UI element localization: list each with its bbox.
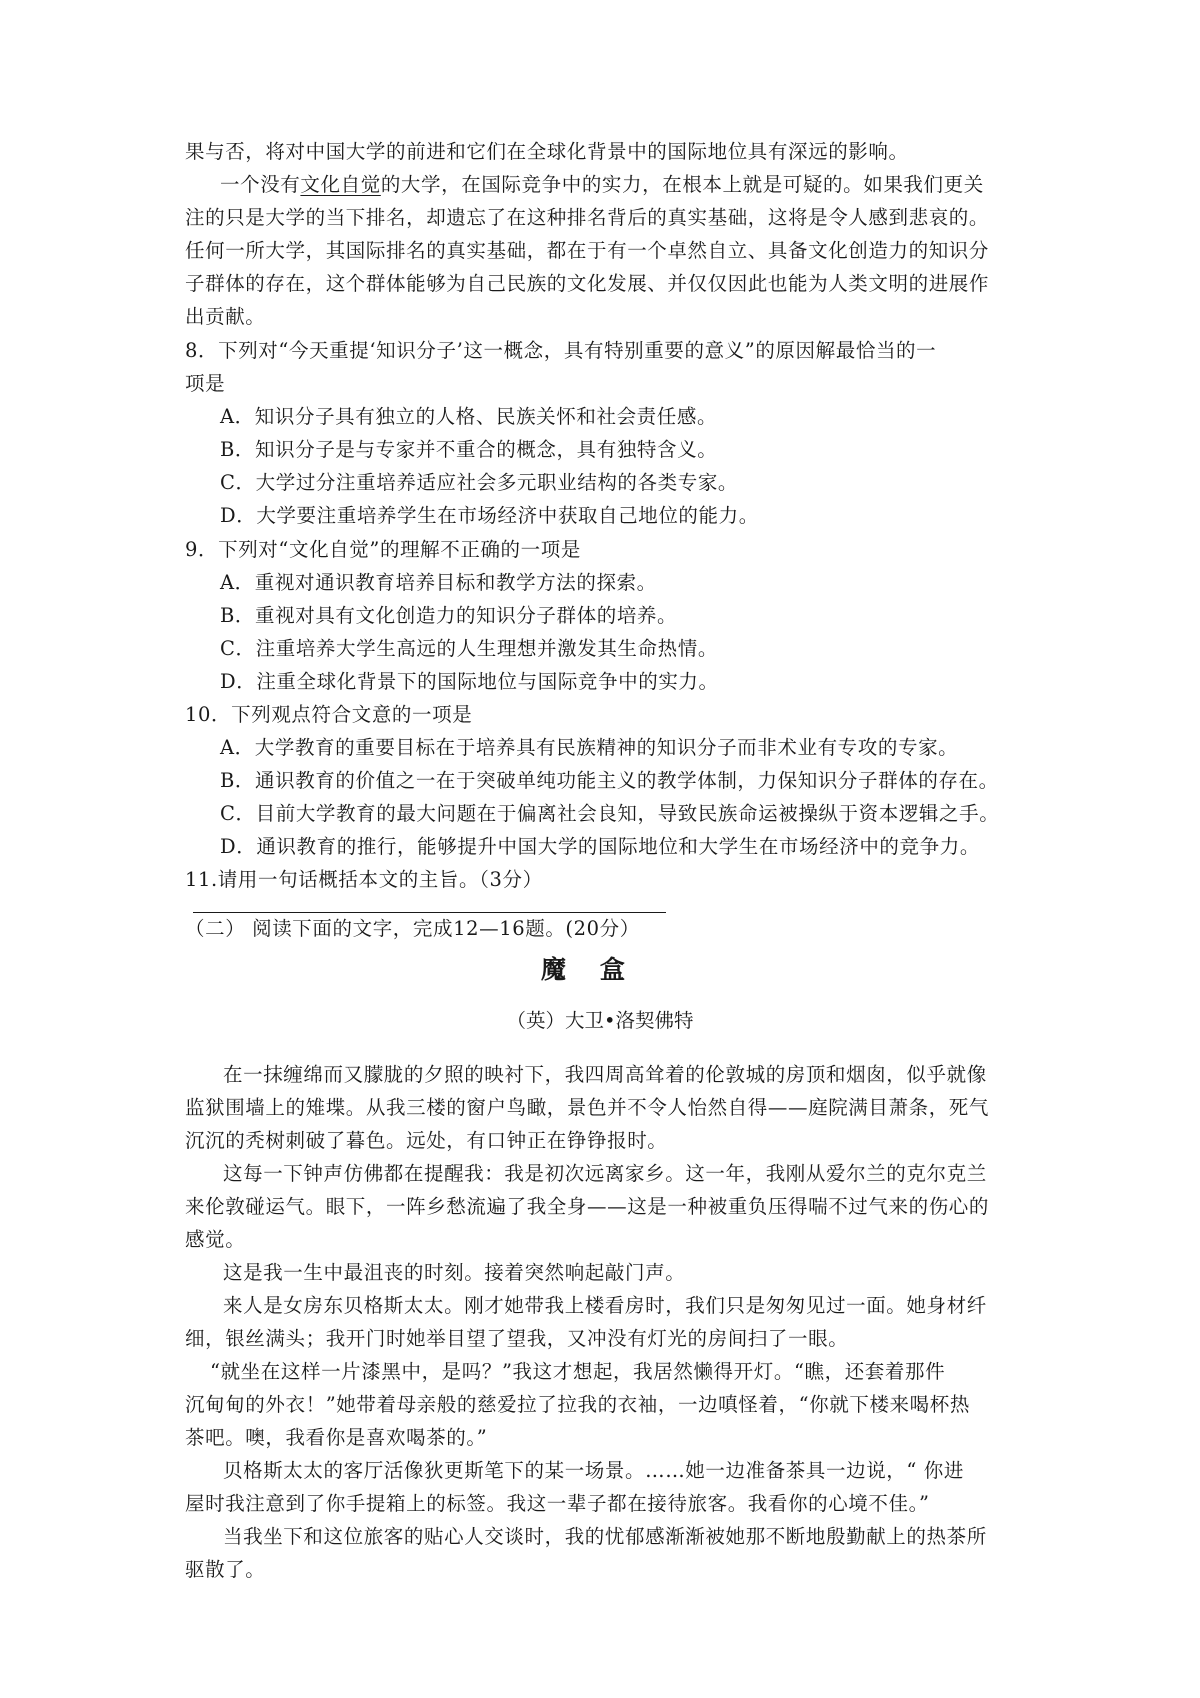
story-line: 屋时我注意到了你手提箱上的标签。我这一辈子都在接待旅客。我看你的心境不佳。” (185, 1492, 930, 1515)
story-line: “就坐在这样一片漆黑中，是吗？”我这才想起，我居然懒得开灯。“瞧，还套着那件 (210, 1360, 946, 1383)
passage-line: 任何一所大学，其国际排名的真实基础，都在于有一个卓然自立、具备文化创造力的知识分 (185, 239, 990, 262)
story-line: 沉沉的秃树刺破了暮色。远处，有口钟正在铮铮报时。 (185, 1129, 668, 1152)
story-line: 当我坐下和这位旅客的贴心人交谈时，我的忧郁感渐渐被她那不断地殷勤献上的热茶所 (223, 1525, 987, 1548)
underlined-term: 文化自觉 (300, 173, 381, 196)
question-10-stem: 10．下列观点符合文意的一项是 (185, 703, 473, 726)
story-line: 来伦敦碰运气。眼下，一阵乡愁流遍了我全身——这是一种被重负压得喘不过气来的伤心的 (185, 1195, 990, 1218)
question-9-stem: 9．下列对“文化自觉”的理解不正确的一项是 (185, 538, 581, 561)
q8-option-a: A．知识分子具有独立的人格、民族关怀和社会责任感。 (220, 405, 718, 428)
q9-option-b: B．重视对具有文化创造力的知识分子群体的培养。 (220, 604, 678, 627)
story-line: 感觉。 (185, 1228, 246, 1251)
passage-line (220, 172, 984, 198)
passage-text: 的大学，在国际竞争中的实力，在根本上就是可疑的。如果我们更关 (380, 173, 984, 196)
story-title: 魔盒 (540, 955, 659, 984)
q10-option-a: A．大学教育的重要目标在于培养具有民族精神的知识分子而非术业有专攻的专家。 (220, 736, 959, 759)
q8-option-d: D．大学要注重培养学生在市场经济中获取自己地位的能力。 (220, 504, 759, 527)
story-line: 细，银丝满头；我开门时她举目望了望我，又冲没有灯光的房间扫了一眼。 (185, 1327, 849, 1350)
q9-option-c: C．注重培养大学生高远的人生理想并激发其生命热情。 (220, 637, 718, 660)
q9-option-a: A．重视对通识教育培养目标和教学方法的探索。 (220, 571, 657, 594)
story-line: 驱散了。 (185, 1558, 266, 1581)
story-author: （英）大卫•洛契佛特 (506, 1009, 694, 1032)
question-11-stem: 11.请用一句话概括本文的主旨。（3分） (185, 868, 543, 891)
story-line: 来人是女房东贝格斯太太。刚才她带我上楼看房时，我们只是匆匆见过一面。她身材纤 (223, 1294, 987, 1317)
story-line: 在一抹缠绵而又朦胧的夕照的映衬下，我四周高耸着的伦敦城的房顶和烟囱，似乎就像 (223, 1063, 987, 1086)
section-2-heading: （二） 阅读下面的文字，完成12—16题。(20分） (185, 917, 640, 940)
question-8-stem-cont: 项是 (185, 372, 226, 395)
q9-option-d: D．注重全球化背景下的国际地位与国际竞争中的实力。 (220, 670, 719, 693)
question-8-stem: 8．下列对“今天重提‘知识分子’这一概念，具有特别重要的意义”的原因解最恰当的一 (185, 339, 937, 362)
passage-line: 果与否，将对中国大学的前进和它们在全球化背景中的国际地位具有深远的影响。 (185, 140, 909, 163)
passage-line: 子群体的存在，这个群体能够为自己民族的文化发展、并仅仅因此也能为人类文明的进展作 (185, 272, 990, 295)
passage-line: 出贡献。 (185, 305, 266, 328)
story-line: 这每一下钟声仿佛都在提醒我：我是初次远离家乡。这一年，我刚从爱尔兰的克尔克兰 (223, 1162, 987, 1185)
q10-option-b: B．通识教育的价值之一在于突破单纯功能主义的教学体制，力保知识分子群体的存在。 (220, 769, 999, 792)
q8-option-b: B．知识分子是与专家并不重合的概念，具有独特含义。 (220, 438, 718, 461)
story-line: 茶吧。噢，我看你是喜欢喝茶的。” (185, 1426, 488, 1449)
answer-line (193, 912, 666, 913)
q10-option-d: D．通识教育的推行，能够提升中国大学的国际地位和大学生在市场经济中的竞争力。 (220, 835, 980, 858)
q10-option-c: C．目前大学教育的最大问题在于偏离社会良知，导致民族命运被操纵于资本逻辑之手。 (220, 802, 1000, 825)
story-line: 监狱围墙上的雉堞。从我三楼的窗户鸟瞰，景色并不令人怡然自得——庭院满目萧条，死气 (185, 1096, 990, 1119)
passage-text: 一个没有 (220, 173, 301, 196)
story-line: 这是我一生中最沮丧的时刻。接着突然响起敲门声。 (223, 1261, 686, 1284)
story-line: 沉甸甸的外衣！”她带着母亲般的慈爱拉了拉我的衣袖，一边嗔怪着，“你就下楼来喝杯热 (185, 1393, 970, 1416)
passage-line: 注的只是大学的当下排名，却遗忘了在这种排名背后的真实基础，这将是令人感到悲哀的。 (185, 206, 990, 229)
q8-option-c: C．大学过分注重培养适应社会多元职业结构的各类专家。 (220, 471, 739, 494)
story-line: 贝格斯太太的客厅活像狄更斯笔下的某一场景。……她一边准备茶具一边说，“ 你进 (223, 1459, 964, 1482)
